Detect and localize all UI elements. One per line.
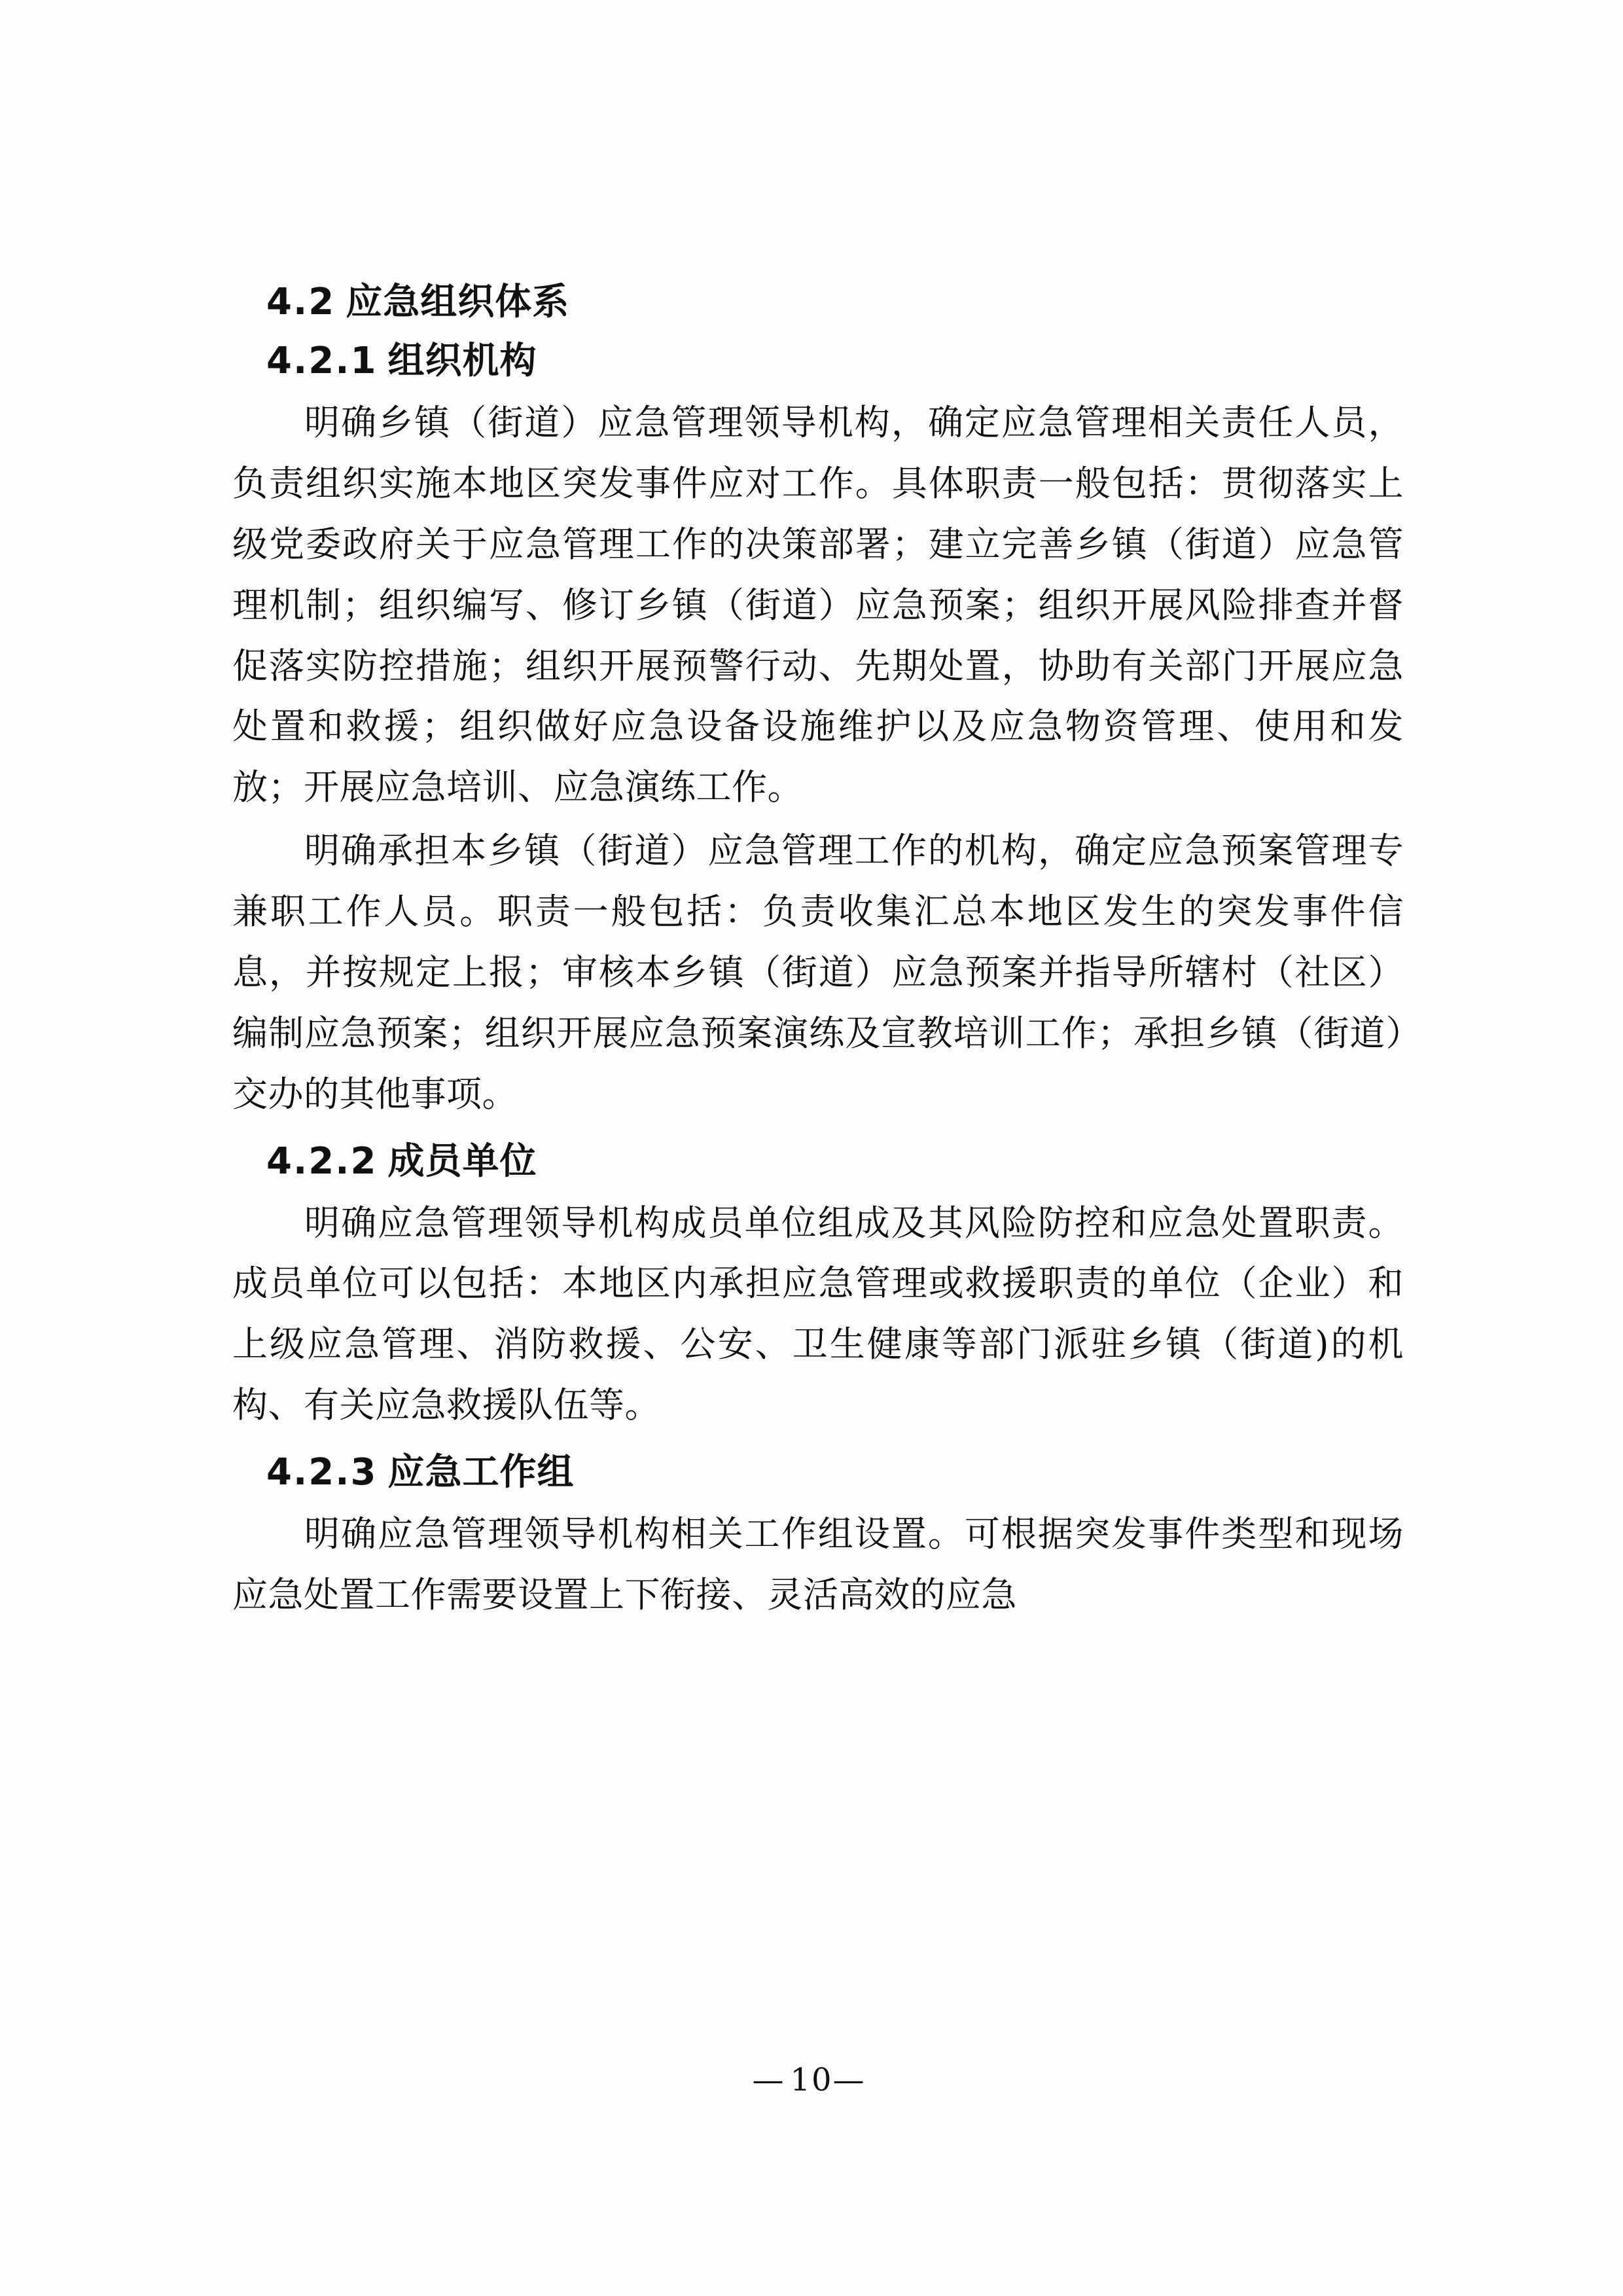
paragraph: 明确乡镇（街道）应急管理领导机构，确定应急管理相关责任人员，负责组织实施本地区突发事件应对工作。具体职责一般包括：贯彻落实上级党委政府关于应急管理工作的决策部署；建立完善乡镇（街道）应急管理机制；组织编写、修订乡镇（街道）应急预案；组织开展风险排查并督促落实防控措施；组织开展预警行动、先期处置，协助有关部门开展应急处置和救援；组织做好应急设备设施维护以及应急物资管理、使用和发放；开展应急培训、应急演练工作。 [232, 402, 1404, 808]
section-number: 4.2.2 [266, 1139, 378, 1183]
spacer [232, 1439, 1404, 1445]
section-number: 4.2.1 [266, 340, 378, 382]
page-content [232, 275, 1404, 1628]
section-title: 成员单位 [387, 1139, 537, 1183]
section-heading-4-2-1 [232, 334, 1404, 389]
page-number: 10 [790, 2062, 833, 2098]
paragraph: 明确承担本乡镇（街道）应急管理工作的机构，确定应急预案管理专兼职工作人员。职责一般包括：负责收集汇总本地区发生的突发事件信息，并按规定上报；审核本乡镇（街道）应急预案并指导所辖村（社区）编制应急预案；组织开展应急预案演练及宣教培训工作；承担乡镇（街道）交办的其他事项。 [232, 830, 1404, 1115]
page-footer [0, 2062, 1623, 2098]
section-heading-4-2-3 [232, 1445, 1404, 1500]
section-title: 应急组织体系 [346, 281, 570, 323]
footer-dash-right: — [832, 2062, 871, 2098]
section-heading-4-2 [232, 275, 1404, 330]
footer-dash-left: — [752, 2062, 791, 2098]
paragraph: 明确应急管理领导机构成员单位组成及其风险防控和应急处置职责。成员单位可以包括：本地区内承担应急管理或救援职责的单位（企业）和上级应急管理、消防救援、公安、卫生健康等部门派驻乡镇（街道)的机构、有关应急救援队伍等。 [232, 1202, 1404, 1426]
section-number: 4.2 [266, 281, 336, 323]
section-heading-4-2-2 [232, 1134, 1404, 1189]
section-title: 应急工作组 [387, 1451, 575, 1494]
section-title: 组织机构 [387, 340, 537, 382]
paragraph: 明确应急管理领导机构相关工作组设置。可根据突发事件类型和现场应急处置工作需要设置上下衔接、灵活高效的应急 [232, 1513, 1404, 1615]
spacer [232, 1128, 1404, 1134]
section-number: 4.2.3 [266, 1451, 378, 1494]
